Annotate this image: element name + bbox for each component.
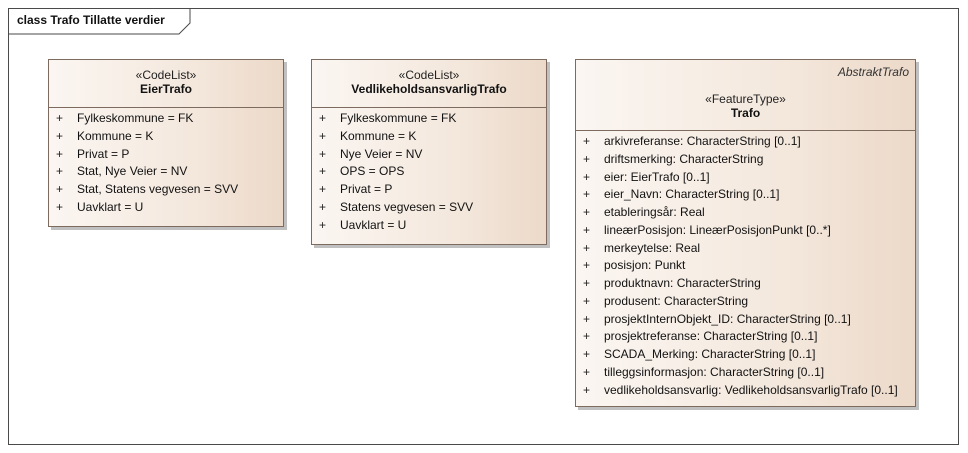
attribute-row[interactable] <box>312 163 546 181</box>
diagram-title: class Trafo Tillatte verdier <box>17 13 165 27</box>
attribute-list <box>312 108 546 234</box>
attribute-text: Kommune = K <box>77 128 154 143</box>
attribute-row[interactable] <box>576 346 915 364</box>
attribute-text: OPS = OPS <box>340 164 405 179</box>
attribute-text: produktnavn: CharacterString <box>604 276 761 290</box>
attribute-row[interactable] <box>312 181 546 199</box>
attribute-row[interactable] <box>576 151 915 169</box>
attribute-row[interactable] <box>49 110 283 128</box>
stereotype-label: «FeatureType» <box>705 92 786 106</box>
visibility-marker: + <box>56 182 64 196</box>
attribute-text: Kommune = K <box>340 128 417 143</box>
attribute-text: prosjektInternObjekt_ID: CharacterString [0..1] <box>604 311 851 326</box>
visibility-marker: + <box>319 182 327 196</box>
visibility-marker: + <box>583 382 591 397</box>
attribute-text: eier: EierTrafo [0..1] <box>604 169 710 184</box>
class-eiertrafo[interactable] <box>48 59 284 227</box>
visibility-marker: + <box>583 240 591 255</box>
attribute-text: Stat, Statens vegvesen = SVV <box>77 182 239 196</box>
visibility-marker: + <box>319 199 327 214</box>
class-header <box>576 60 915 131</box>
visibility-marker: + <box>319 164 327 179</box>
attribute-row[interactable] <box>576 382 915 400</box>
diagram-frame-tab <box>9 9 191 35</box>
attribute-text: etableringsår: Real <box>604 205 705 219</box>
attribute-row[interactable] <box>576 275 915 293</box>
visibility-marker: + <box>583 258 591 273</box>
attribute-row[interactable] <box>576 240 915 258</box>
visibility-marker: + <box>56 111 64 125</box>
class-name: Trafo <box>730 106 761 120</box>
attribute-text: merkeytelse: Real <box>604 240 701 255</box>
attribute-list <box>49 108 283 217</box>
attribute-text: Uavklart = U <box>77 199 144 214</box>
visibility-marker: + <box>583 134 591 148</box>
attribute-row[interactable] <box>576 257 915 275</box>
attribute-text: SCADA_Merking: CharacterString [0..1] <box>604 347 816 361</box>
visibility-marker: + <box>56 128 64 143</box>
attribute-row[interactable] <box>312 110 546 128</box>
attribute-text: eier_Navn: CharacterString [0..1] <box>604 187 780 202</box>
attribute-row[interactable] <box>49 199 283 217</box>
attribute-row[interactable] <box>49 163 283 181</box>
attribute-text: posisjon: Punkt <box>604 258 686 273</box>
attribute-text: lineærPosisjon: LineærPosisjonPunkt [0..*] <box>604 222 831 237</box>
visibility-marker: + <box>319 146 327 161</box>
attribute-text: Fylkeskommune = FK <box>77 111 194 125</box>
class-name: VedlikeholdsansvarligTrafo <box>351 82 507 96</box>
attribute-text: Privat = P <box>77 146 130 161</box>
visibility-marker: + <box>583 364 591 379</box>
visibility-marker: + <box>583 347 591 361</box>
attribute-row[interactable] <box>576 186 915 204</box>
attribute-row[interactable] <box>49 146 283 164</box>
class-name: EierTrafo <box>139 82 193 96</box>
attribute-row[interactable] <box>312 199 546 217</box>
class-vedlikeholdsansvarligtrafo[interactable] <box>311 59 547 245</box>
visibility-marker: + <box>583 169 591 184</box>
attribute-row[interactable] <box>576 169 915 187</box>
attribute-text: tilleggsinformasjon: CharacterString [0..1] <box>604 364 825 379</box>
visibility-marker: + <box>583 205 591 219</box>
visibility-marker: + <box>56 164 64 179</box>
attribute-text: arkivreferanse: CharacterString [0..1] <box>604 134 801 148</box>
visibility-marker: + <box>583 311 591 326</box>
stereotype-label: «CodeList» <box>398 68 460 82</box>
attribute-list <box>576 131 915 399</box>
attribute-row[interactable] <box>576 133 915 151</box>
attribute-text: produsent: CharacterString <box>604 293 749 308</box>
visibility-marker: + <box>583 222 591 237</box>
visibility-marker: + <box>319 128 327 143</box>
attribute-row[interactable] <box>312 128 546 146</box>
visibility-marker: + <box>583 151 591 166</box>
visibility-marker: + <box>583 276 591 290</box>
attribute-text: Uavklart = U <box>340 217 407 232</box>
attribute-row[interactable] <box>312 146 546 164</box>
attribute-row[interactable] <box>49 181 283 199</box>
attribute-row[interactable] <box>576 293 915 311</box>
attribute-row[interactable] <box>576 311 915 329</box>
attribute-text: Nye Veier = NV <box>340 146 423 161</box>
visibility-marker: + <box>583 187 591 202</box>
stereotype-label: «CodeList» <box>135 68 197 82</box>
visibility-marker: + <box>319 111 327 125</box>
attribute-row[interactable] <box>576 204 915 222</box>
attribute-row[interactable] <box>49 128 283 146</box>
attribute-row[interactable] <box>576 328 915 346</box>
attribute-text: vedlikeholdsansvarlig: VedlikeholdsansvarligTrafo [0..1] <box>604 382 898 397</box>
attribute-text: Privat = P <box>340 182 393 196</box>
class-trafo[interactable] <box>575 59 916 407</box>
class-header <box>49 60 283 108</box>
visibility-marker: + <box>56 199 64 214</box>
visibility-marker: + <box>583 329 591 344</box>
attribute-text: driftsmerking: CharacterString <box>604 151 764 166</box>
attribute-text: Stat, Nye Veier = NV <box>77 164 188 179</box>
attribute-row[interactable] <box>576 222 915 240</box>
visibility-marker: + <box>583 293 591 308</box>
class-header <box>312 60 546 108</box>
attribute-text: Fylkeskommune = FK <box>340 111 457 125</box>
attribute-text: Statens vegvesen = SVV <box>340 199 474 214</box>
visibility-marker: + <box>319 217 327 232</box>
visibility-marker: + <box>56 146 64 161</box>
generalization-label: AbstraktTrafo <box>837 65 909 79</box>
attribute-text: prosjektreferanse: CharacterString [0..1] <box>604 329 818 344</box>
attribute-row[interactable] <box>576 364 915 382</box>
attribute-row[interactable] <box>312 217 546 235</box>
